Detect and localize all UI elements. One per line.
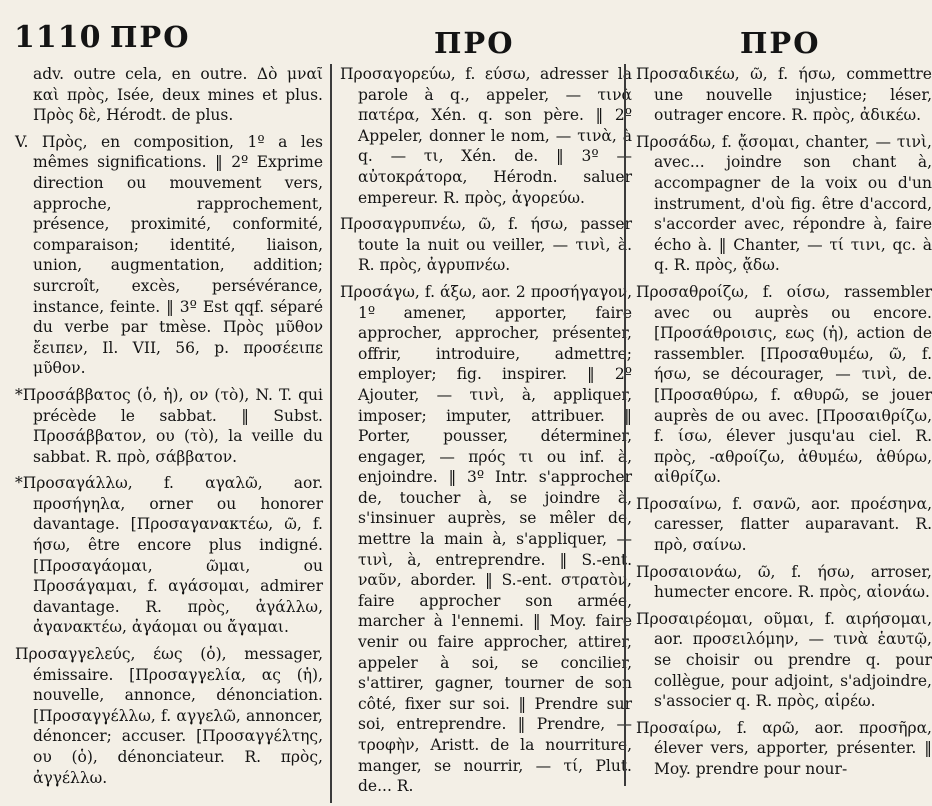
dictionary-entry: Προσαίνω, f. σανῶ, aor. προέσηνα, caresser, flatter auparavant. R. πρὸ, σαίνω. [636,494,932,555]
dictionary-entry: Προσαιρέομαι, οῦμαι, f. αιρήσομαι, aor. προσειλόμην, — τινὰ ἑαυτῷ, se choisir ou prendre q. pour collègue, pour adjoint, s'adjoindre, s'associer q. R. πρὸς, αἱρέω. [636,609,932,711]
running-head-left: ΠΡΟ [110,20,191,54]
page-number: 1110 [14,20,102,55]
dictionary-entry: *Προσαγάλλω, f. αγαλῶ, aor. προσήγηλα, orner ou honorer davantage. [Προσαγανακτέω, ῶ, f. ήσω, être encore plus indigné. [Προσαγάομαι, ῶμαι, ou Προσάγαμαι, f. αγάσομαι, admirer davantage. R. πρὸς, ἀγάλλω, ἀγανακτέω, ἀγάομαι ou ἄγαμαι. [15,474,323,637]
dictionary-entry: Προσαθροίζω, f. οίσω, rassembler avec ou auprès ou encore. [Προσάθροισις, εως (ἡ), action de rassembler. [Προσαθυμέω, ῶ, f. ήσω, se décourager, — τινὶ, de. [Προσαθύρω, f. αθυρῶ, se jouer auprès de ou avec. [Προσαιθρίζω, f. ίσω, élever jusqu'au ciel. R. πρὸς, -αθροίζω, ἀθυμέω, ἀθύρω, αἰθρίζω. [636,282,932,487]
running-head-center: ΠΡΟ [434,26,515,60]
dictionary-entry: V. Πρὸς, en composition, 1º a les mêmes significations. ‖ 2º Exprime direction ou mouvement vers, approche, rapprochement, présence, proximité, conformité, comparaison; identité, liaison, union, augmentation, addition; surcroît, excès, persévérance, instance, feinte. ‖ 3º Est qqf. séparé du verbe par tmèse. Πρὸς μῦθον ἔειπεν, Il. VII, 56, p. προσέειπε μῦθον. [15,132,323,378]
dictionary-entry: Προσαγγελεύς, έως (ὁ), messager, émissaire. [Προσαγγελία, ας (ἡ), nouvelle, annonce, dénonciation. [Προσαγγέλλω, f. αγγελῶ, annoncer, dénoncer; accuser. [Προσαγγέλτης, ου (ὁ), dénonciateur. R. πρὸς, ἀγγέλλω. [15,645,323,787]
dictionary-entry: Προσαδικέω, ῶ, f. ήσω, commettre une nouvelle injustice; léser, outrager encore. R. πρὸς, ἀδικέω. [636,65,932,125]
dictionary-entry: Προσαίρω, f. αρῶ, aor. προσῆρα, élever vers, apporter, présenter. ‖ Moy. prendre pour nour- [636,718,932,778]
dictionary-entry: Προσαιονάω, ῶ, f. ήσω, arroser, humecter encore. R. πρὸς, αἰονάω. [636,562,932,602]
column-center [330,64,632,803]
column-left [15,64,323,794]
dictionary-entry: adv. outre cela, en outre. Δὸ μναῖ καὶ πρὸς, Isée, deux mines et plus. Πρὸς δὲ, Hérodt. de plus. [33,65,323,125]
dictionary-entry: *Προσάββατος (ὁ, ἡ), ον (τὸ), N. T. qui précède le sabbat. ‖ Subst. Προσάββατον, ου (τὸ), la veille du sabbat. R. πρὸ, σάββατον. [15,385,323,466]
column-right [624,64,932,786]
dictionary-entry: Προσαγορεύω, f. εύσω, adresser la parole à q., appeler, — τινὰ πατέρα, Xén. q. son père. ‖ 2º Appeler, donner le nom, — τινὰ, à q. — τι, Xén. de. ‖ 3º — αὐτοκράτορα, Hérodn. saluer empereur. R. πρὸς, ἀγορεύω. [340,65,632,207]
dictionary-entry: Προσαγρυπνέω, ῶ, f. ήσω, passer toute la nuit ou veiller, — τινὶ, à. R. πρὸς, ἀγρυπνέω. [340,215,632,275]
running-head-right: ΠΡΟ [740,26,821,60]
dictionary-entry: Προσάδω, f. ᾄσομαι, chanter, — τινὶ, avec... joindre son chant à, accompagner de la voix ou d'un instrument, d'où fig. être d'accord, s'accorder avec, répondre à, faire écho à. ‖ Chanter, — τί τινι, qc. à q. R. πρὸς, ᾄδω. [636,132,932,275]
dictionary-entry: Προσάγω, f. άξω, aor. 2 προσήγαγον, 1º amener, apporter, faire approcher, approcher, présenter, offrir, introduire, admettre; employer; fig. inspirer. ‖ 2º Ajouter, — τινὶ, à, appliquer, imposer; imputer, attribuer. ‖ Porter, pousser, déterminer, engager, — πρός τι ou inf. à, enjoindre. ‖ 3º Intr. s'approcher de, toucher à, se joindre à, s'insinuer auprès, se mêler de, mettre la main à, s'appliquer, — τινὶ, à, entreprendre. ‖ S.-ent. ναῦν, aborder. ‖ S.-ent. στρατὸν, faire approcher son armée, marcher à l'ennemi. ‖ Moy. faire venir ou faire approcher, attirer, appeler à soi, se concilier, s'attirer, gagner, tourner de son côté, fixer sur soi. ‖ Prendre sur soi, entreprendre. ‖ Prendre, — τροφὴν, Aristt. de la nourriture, manger, se nourrir, — τί, Plut. de... R. [340,282,632,796]
